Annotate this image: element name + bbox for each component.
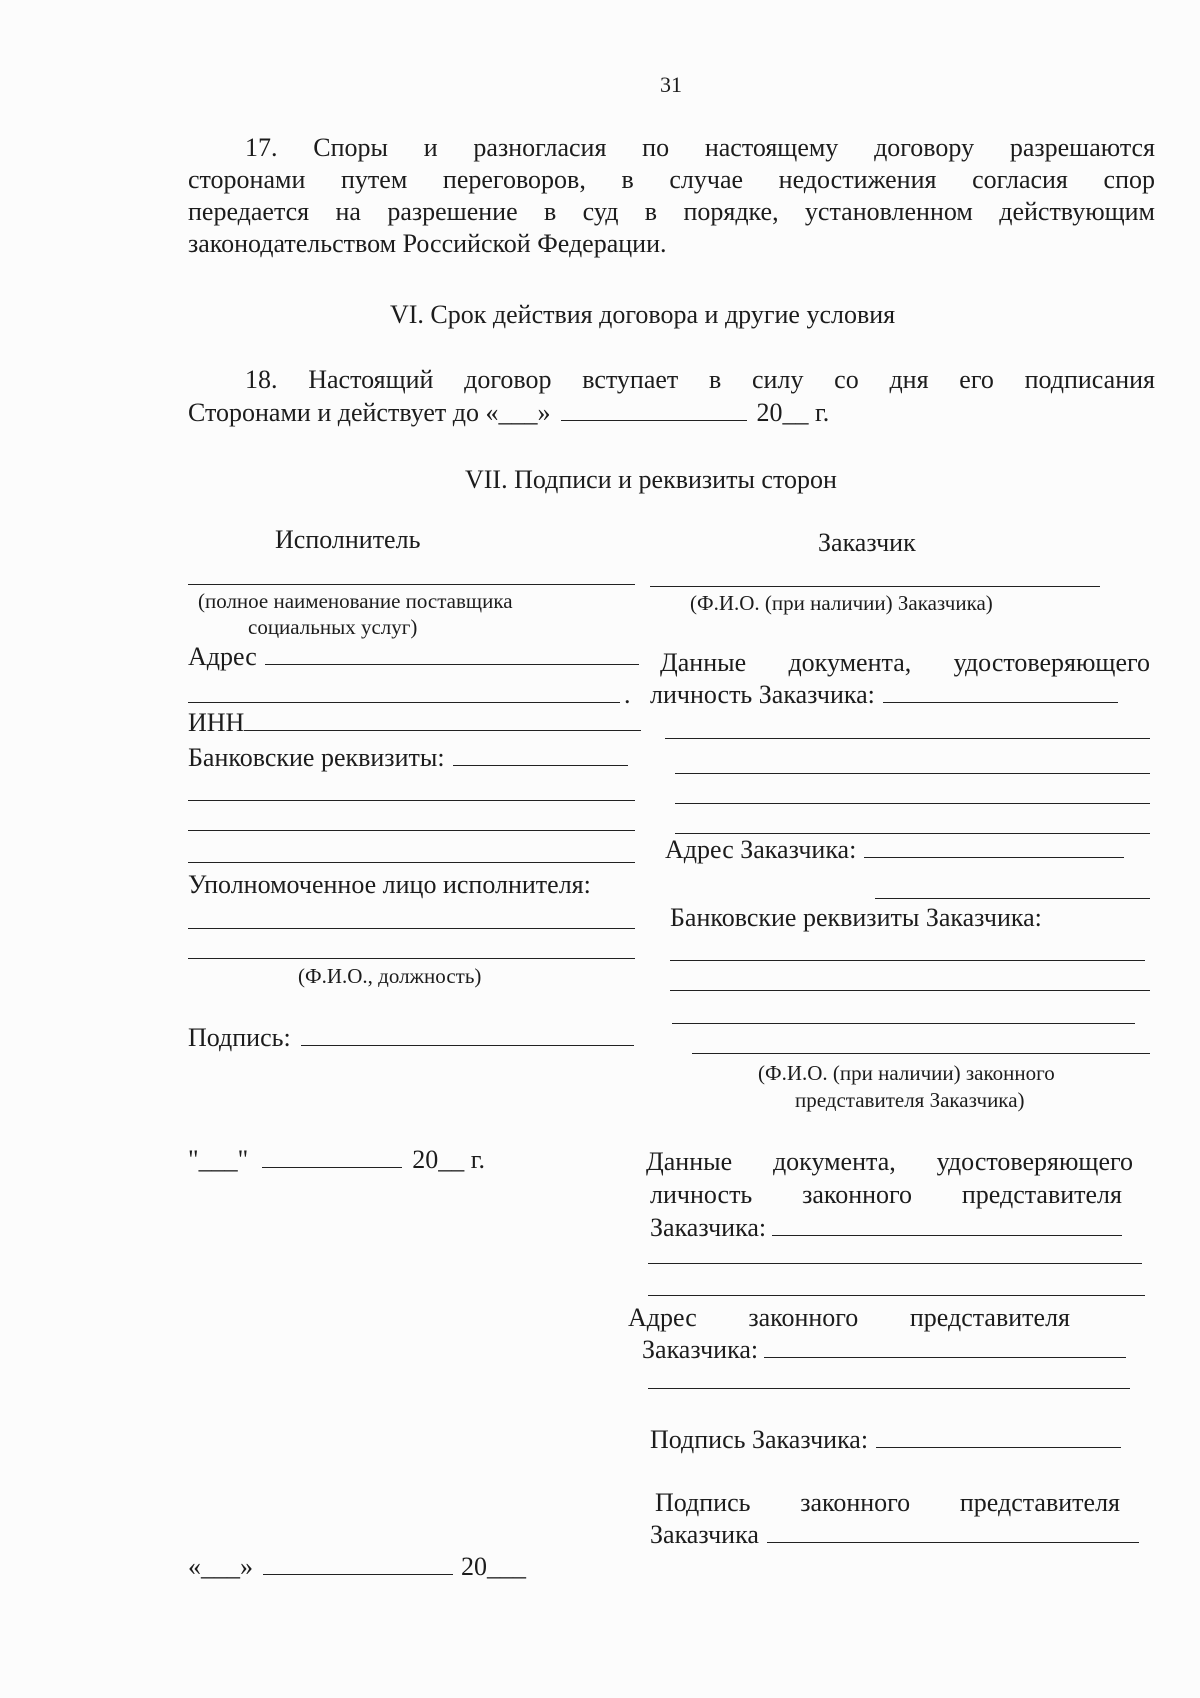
customer-id-document-blank-line	[675, 833, 1150, 834]
executor-bank-row	[188, 743, 628, 773]
clause-17-line: законодательством Российской Федерации.	[188, 229, 667, 258]
executor-date-month-blank-line	[262, 1147, 402, 1168]
final-date-month-blank-line	[263, 1554, 453, 1575]
executor-heading: Исполнитель	[275, 525, 421, 554]
representative-id-document-blank-line	[648, 1263, 1142, 1264]
executor-bank-label: Банковские реквизиты:	[188, 743, 445, 772]
executor-bank-blank-line	[188, 800, 635, 801]
customer-heading: Заказчик	[818, 528, 916, 557]
executor-bank-blank-line	[188, 830, 635, 831]
executor-signature-row	[188, 1023, 634, 1053]
term-month-blank-line	[561, 400, 747, 421]
executor-authorized-blank-line	[188, 928, 635, 929]
executor-date-year: 20__ г.	[412, 1145, 485, 1174]
executor-name-caption: (полное наименование поставщика	[198, 589, 513, 613]
customer-id-document-blank-line	[665, 738, 1150, 739]
representative-address-label: Адрес законного представителя	[628, 1303, 1070, 1332]
representative-id-document-label: Заказчика:	[650, 1213, 767, 1242]
representative-id-document-row	[650, 1213, 1122, 1243]
executor-address-blank-line	[265, 644, 639, 665]
customer-signature-blank-line	[876, 1427, 1121, 1448]
executor-name-blank-line	[188, 584, 635, 585]
clause-17-line: сторонами путем переговоров, в случае недостижения согласия спор	[188, 165, 1155, 194]
customer-id-document-label: личность Заказчика:	[650, 680, 875, 709]
executor-address-continuation-row	[188, 680, 631, 710]
customer-bank-blank-line	[670, 960, 1145, 961]
representative-address-blank-line	[764, 1337, 1126, 1358]
representative-address-row	[642, 1335, 1126, 1365]
executor-bank-blank-line	[188, 862, 635, 863]
customer-name-blank-line	[650, 586, 1100, 587]
customer-address-label: Адрес Заказчика:	[665, 835, 857, 864]
executor-authorized-label: Уполномоченное лицо исполнителя:	[188, 870, 591, 899]
final-date-row	[188, 1552, 526, 1582]
executor-authorized-caption: (Ф.И.О., должность)	[298, 964, 482, 988]
representative-name-caption: представителя Заказчика)	[795, 1088, 1025, 1112]
final-date-day: «___»	[188, 1552, 253, 1581]
term-year-text: 20__ г.	[756, 398, 830, 427]
executor-address-blank-line	[188, 682, 620, 703]
page-number: 31	[660, 72, 682, 97]
section-7-title: VII. Подписи и реквизиты сторон	[465, 465, 837, 494]
executor-date-day: "___"	[188, 1145, 249, 1174]
representative-signature-row	[650, 1520, 1139, 1550]
customer-bank-blank-line	[672, 1023, 1135, 1024]
representative-id-document-blank-line	[772, 1215, 1122, 1236]
executor-inn-row	[188, 708, 641, 738]
executor-bank-blank-line	[453, 745, 628, 766]
clause-18-term-text: Сторонами и действует до «___»	[188, 398, 551, 427]
customer-address-blank-line	[875, 898, 1150, 899]
customer-address-row	[665, 835, 1124, 865]
representative-signature-label: Заказчика	[650, 1520, 759, 1549]
representative-id-document-label: личность законного представителя	[650, 1180, 1122, 1209]
section-6-title: VI. Срок действия договора и другие условия	[390, 300, 896, 329]
representative-signature-blank-line	[767, 1522, 1139, 1543]
executor-address-row	[188, 642, 639, 672]
clause-17-line: 17. Споры и разногласия по настоящему договору разрешаются	[245, 133, 1155, 162]
executor-name-caption: социальных услуг)	[248, 615, 418, 639]
representative-signature-label: Подпись законного представителя	[655, 1488, 1120, 1517]
representative-id-document-label: Данные документа, удостоверяющего	[646, 1147, 1133, 1176]
executor-address-label: Адрес	[188, 642, 257, 671]
executor-inn-label: ИНН	[188, 708, 245, 737]
representative-address-blank-line	[648, 1388, 1130, 1389]
customer-name-caption: (Ф.И.О. (при наличии) Заказчика)	[690, 591, 993, 615]
representative-address-label: Заказчика:	[642, 1335, 759, 1364]
customer-signature-row	[650, 1425, 1121, 1455]
representative-id-document-blank-line	[648, 1295, 1145, 1296]
customer-bank-blank-line	[670, 990, 1150, 991]
executor-signature-blank-line	[301, 1025, 634, 1046]
representative-name-caption: (Ф.И.О. (при наличии) законного	[758, 1061, 1055, 1085]
customer-signature-label: Подпись Заказчика:	[650, 1425, 869, 1454]
executor-date-row	[188, 1145, 485, 1175]
customer-address-blank-line	[864, 837, 1124, 858]
clause-17-line: передается на разрешение в суд в порядке, установленном действующим	[188, 197, 1155, 226]
final-date-year: 20___	[461, 1552, 526, 1581]
customer-id-document-blank-line	[883, 682, 1118, 703]
clause-18-term-row	[188, 398, 829, 428]
customer-id-document-label: Данные документа, удостоверяющего	[660, 648, 1150, 677]
executor-address-end: .	[624, 680, 631, 709]
customer-id-document-blank-line	[675, 803, 1150, 804]
executor-authorized-blank-line	[188, 958, 635, 959]
customer-bank-label: Банковские реквизиты Заказчика:	[670, 903, 1042, 932]
customer-id-document-row	[650, 680, 1118, 710]
executor-inn-blank-line	[244, 710, 641, 731]
executor-signature-label: Подпись:	[188, 1023, 291, 1052]
representative-name-blank-line	[692, 1053, 1150, 1054]
clause-18-line: 18. Настоящий договор вступает в силу со дня его подписания	[245, 365, 1155, 394]
customer-id-document-blank-line	[675, 773, 1150, 774]
